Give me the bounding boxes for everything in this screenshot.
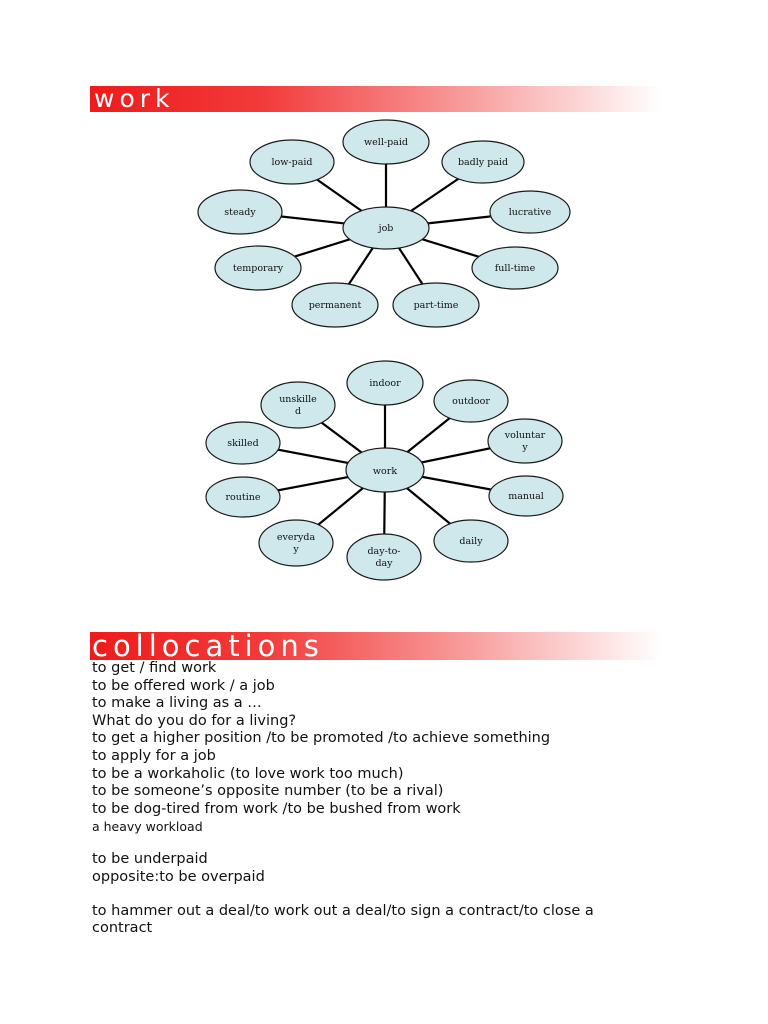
work-node: [259, 520, 333, 566]
job-node: [198, 190, 282, 234]
work-node-label: outdoor: [452, 396, 490, 407]
collocation-line: to get a higher position /to be promoted /to achieve something: [92, 730, 551, 747]
work-node: [347, 534, 421, 580]
work-center-node: [346, 448, 424, 492]
spacer: [92, 835, 692, 851]
work-node-label: manual: [508, 491, 544, 502]
collocation-line: What do you do for a living?: [92, 712, 297, 729]
collocation-line: to be underpaid: [92, 851, 208, 868]
job-node-label: permanent: [308, 300, 362, 311]
collocation-line: to be a workaholic (to love work too much): [92, 765, 404, 782]
collocation-line: to get / find work: [92, 660, 217, 676]
work-node-label: everyda y: [276, 532, 316, 555]
work-node-label: indoor: [369, 378, 401, 389]
work-mind-map: [0, 355, 768, 590]
job-node-label: low-paid: [271, 157, 313, 168]
collocation-line-small: a heavy workload: [92, 819, 203, 835]
collocation-line: to be dog-tired from work /to be bushed from work: [92, 800, 461, 817]
heading-work-banner: [90, 86, 662, 112]
job-node-label: well-paid: [364, 137, 408, 148]
work-node-label: voluntar y: [504, 430, 546, 453]
work-node: [206, 477, 280, 517]
heading-collocations-banner: [90, 632, 662, 660]
job-node-label: temporary: [232, 263, 284, 274]
work-node: [347, 361, 423, 405]
job-node: [393, 283, 479, 327]
job-mind-map: [0, 110, 768, 340]
collocation-line: opposite:to be overpaid: [92, 868, 265, 885]
work-node: [434, 380, 508, 422]
collocations-list: [92, 660, 692, 938]
work-node: [488, 419, 562, 463]
collocation-line: to hammer out a deal/to work out a deal/to sign a contract/to close a contract: [92, 902, 594, 937]
collocation-line: to make a living as a …: [92, 695, 262, 712]
job-node: [472, 247, 558, 289]
work-node-label: day-to-day: [367, 546, 401, 569]
job-node-label: full-time: [494, 263, 536, 274]
job-node: [490, 191, 570, 233]
work-node-label: routine: [225, 492, 261, 503]
job-node: [215, 246, 301, 290]
collocation-line: to be offered work / a job: [92, 677, 275, 694]
work-node: [489, 476, 563, 516]
job-center-node: [343, 207, 429, 249]
work-node: [206, 422, 280, 464]
heading-work-text: work: [94, 86, 175, 112]
work-node-label: daily: [459, 536, 483, 547]
work-node-label: unskille d: [279, 394, 317, 417]
spacer: [92, 887, 692, 903]
work-center-label: work: [372, 466, 398, 477]
job-node-label: badly paid: [457, 157, 509, 168]
job-node-label: part-time: [413, 300, 459, 311]
collocation-line: to be someone’s opposite number (to be a rival): [92, 783, 444, 800]
job-node: [250, 140, 334, 184]
job-node-label: lucrative: [508, 207, 552, 218]
job-node-label: steady: [224, 207, 256, 218]
work-node-label: skilled: [227, 438, 259, 449]
job-center-label: job: [378, 223, 394, 234]
job-node: [442, 141, 524, 183]
heading-collocations-text: collocations: [92, 632, 324, 660]
work-node: [261, 382, 335, 428]
job-node: [292, 283, 378, 327]
job-node: [343, 120, 429, 164]
work-node: [434, 520, 508, 562]
collocation-line: to apply for a job: [92, 747, 216, 764]
